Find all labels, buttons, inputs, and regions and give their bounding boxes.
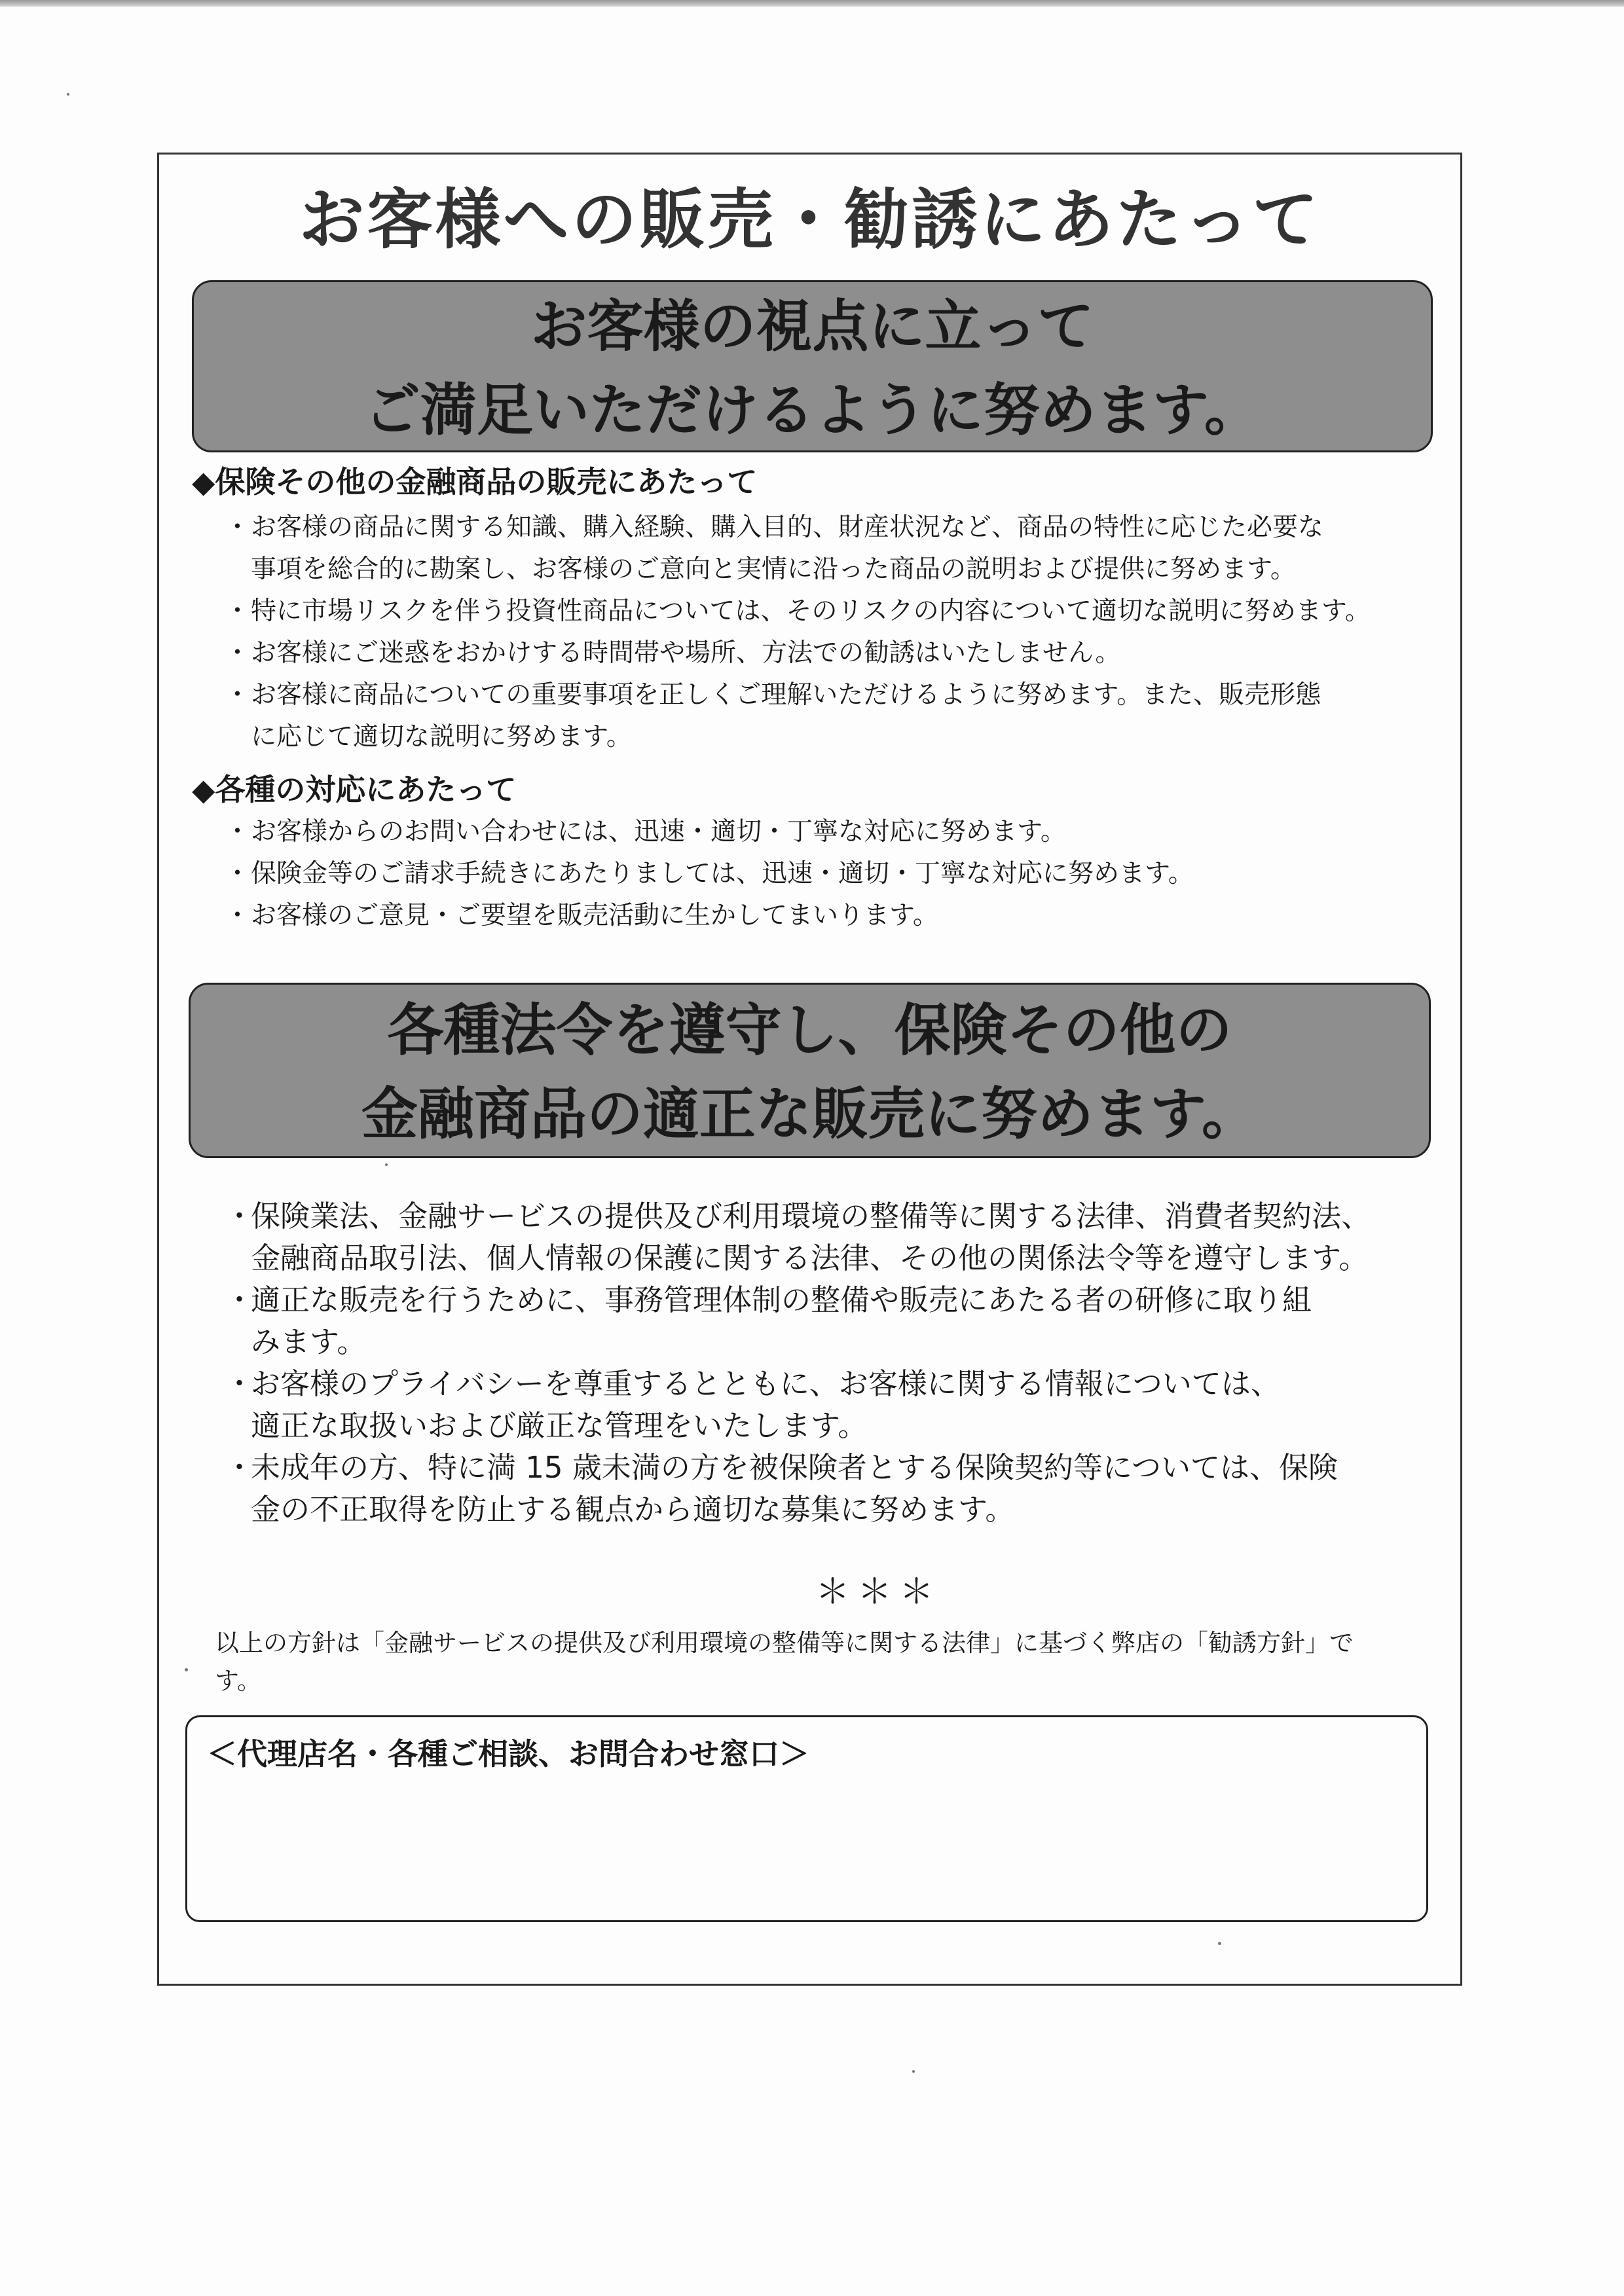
banner-customer-perspective <box>192 280 1433 452</box>
list-item: ・ お客様にご迷惑をおかけする時間帯や場所、方法での勧誘はいたしません。 <box>225 632 1456 674</box>
scan-speck <box>185 1668 188 1671</box>
scan-top-edge <box>0 0 1624 7</box>
bullet-dot: ・ <box>225 513 251 542</box>
bullet-dot: ・ <box>225 680 251 710</box>
list-item: ・ お客様のご意見・ご要望を販売活動に生かしてまいります。 <box>225 895 1436 937</box>
banner2-line1: 各種法令を遵守し、保険その他の <box>387 998 1232 1063</box>
banner1-line1: お客様の視点に立って <box>530 294 1094 359</box>
banner2-line2: 金融商品の適正な販売に努めます。 <box>361 1082 1259 1147</box>
list-item: ・ お客様に商品についての重要事項を正しくご理解いただけるように努めます。また、販売形態 に応じて適切な説明に努めます。 <box>225 674 1456 758</box>
bullet-dot: ・ <box>225 1199 255 1233</box>
scan-speck <box>67 93 69 96</box>
bullet-dot: ・ <box>225 1283 255 1317</box>
document-frame <box>157 153 1462 1986</box>
scan-speck <box>1218 1942 1221 1945</box>
bullet-dot: ・ <box>225 596 251 626</box>
bullet-dot: ・ <box>225 1450 255 1485</box>
banner-compliance <box>189 983 1431 1158</box>
list-item: ・ お客様の商品に関する知識、購入経験、購入目的、財産状況など、商品の特性に応じた必要な 事項を総合的に勘案し、お客様のご意向と実情に沿った商品の説明および提供に努めます。 <box>225 507 1456 591</box>
bullet-dot: ・ <box>225 1366 255 1401</box>
bullet-dot: ・ <box>225 638 251 668</box>
bullet-dot: ・ <box>225 817 251 847</box>
banner1-line2: ご満足いただけるように努めます。 <box>363 378 1261 443</box>
list-item: ・ 保険金等のご請求手続きにあたりましては、迅速・適切・丁寧な対応に努めます。 <box>225 853 1436 895</box>
section-heading-support: ◆各種の対応にあたって <box>192 772 517 807</box>
sales-policy-list <box>225 507 1456 758</box>
contact-box <box>185 1715 1428 1922</box>
section-separator-stars: ＊＊＊ <box>815 1573 942 1612</box>
scan-speck <box>385 1163 388 1166</box>
list-item: ・ お客様からのお問い合わせには、迅速・適切・丁寧な対応に努めます。 <box>225 811 1436 853</box>
compliance-policy-list <box>225 1195 1456 1531</box>
page-title: お客様への販売・勧誘にあたって <box>299 181 1321 258</box>
contact-box-label: ＜代理店名・各種ご相談、お問合わせ窓口＞ <box>207 1736 809 1772</box>
bullet-dot: ・ <box>225 901 251 930</box>
list-item: ・ 未成年の方、特に満 15 歳未満の方を被保険者とする保険契約等については、保険 金の不正取得を防止する観点から適切な募集に努めます。 <box>225 1447 1456 1531</box>
list-item: ・ お客様のプライバシーを尊重するとともに、お客様に関する情報については、 適正な取扱いおよび厳正な管理をいたします。 <box>225 1363 1456 1447</box>
scan-speck <box>912 2070 915 2073</box>
list-item: ・ 保険業法、金融サービスの提供及び利用環境の整備等に関する法律、消費者契約法、 金融商品取引法、個人情報の保護に関する法律、その他の関係法令等を遵守します。 <box>225 1195 1456 1279</box>
list-item: ・ 適正な販売を行うために、事務管理体制の整備や販売にあたる者の研修に取り組 みます。 <box>225 1279 1456 1363</box>
section-heading-sales: ◆保険その他の金融商品の販売にあたって <box>192 464 758 500</box>
support-policy-list <box>225 811 1436 937</box>
policy-note: 以上の方針は「金融サービスの提供及び利用環境の整備等に関する法律」に基づく弊店の「勧誘方針」で す。 <box>215 1629 1354 1695</box>
list-item: ・ 特に市場リスクを伴う投資性商品については、そのリスクの内容について適切な説明に努めます。 <box>225 591 1456 632</box>
bullet-dot: ・ <box>225 859 251 888</box>
